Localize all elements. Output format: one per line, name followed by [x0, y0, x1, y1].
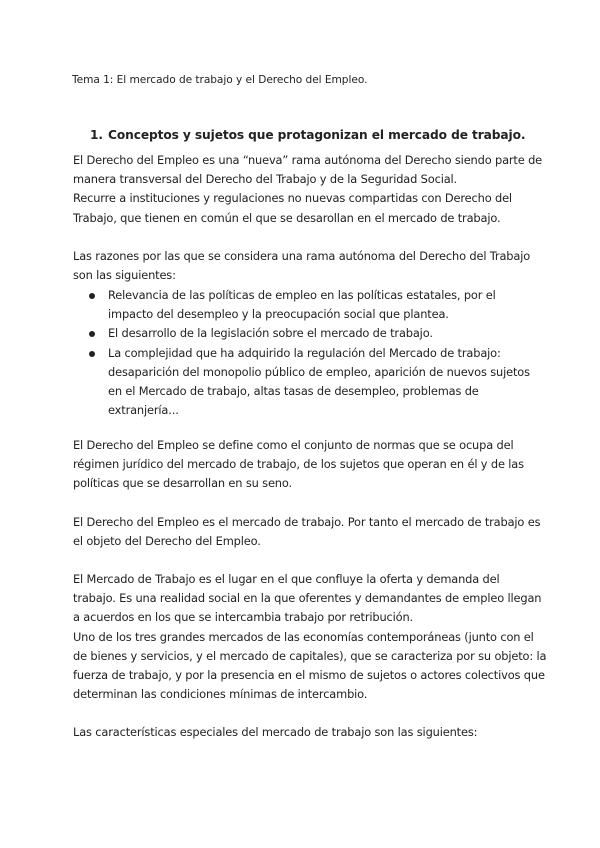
- paragraph-line: el objeto del Derecho del Empleo.: [73, 534, 261, 549]
- paragraph-line: Uno de los tres grandes mercados de las economías contemporáneas (junto con el: [73, 629, 534, 644]
- section-heading: [90, 127, 525, 143]
- list-item-line: en el Mercado de trabajo, altas tasas de desempleo, problemas de: [108, 384, 479, 399]
- paragraph-line: trabajo. Es una realidad social en la que oferentes y demandantes de empleo llegan: [73, 591, 542, 606]
- paragraph-line: de bienes y servicios, y el mercado de capitales), que se caracteriza por su objeto: la: [73, 648, 547, 663]
- paragraph-line: El Derecho del Empleo es una “nueva” rama autónoma del Derecho siendo parte de: [73, 153, 543, 167]
- list-item-line: extranjería...: [108, 403, 179, 418]
- paragraph-reasons: [73, 247, 533, 285]
- paragraph-line: son las siguientes:: [73, 268, 176, 283]
- section-number: 1.: [90, 128, 103, 142]
- paragraph-line: políticas que se desarrollan en su seno.: [73, 476, 292, 491]
- paragraph-characteristics: [73, 723, 533, 742]
- list-item-line: desaparición del monopolio público de empleo, aparición de nuevos sujetos: [108, 364, 530, 379]
- list-item: [73, 324, 543, 343]
- paragraph-line: Las razones por las que se considera una rama autónoma del Derecho del Trabajo: [73, 249, 531, 263]
- list-item: [73, 286, 543, 324]
- paragraph-intro: [73, 151, 543, 228]
- paragraph-line: Las características especiales del mercado de trabajo son las siguientes:: [73, 725, 478, 739]
- list-item-line: El desarrollo de la legislación sobre el mercado de trabajo.: [108, 326, 433, 341]
- paragraph-line: fuerza de trabajo, y por la presencia en el mismo de sujetos o actores colectivos que: [73, 668, 545, 683]
- paragraph-line: determinan las condiciones mínimas de intercambio.: [73, 687, 368, 702]
- list-item-line: Relevancia de las políticas de empleo en las políticas estatales, por el: [108, 288, 496, 302]
- paragraph-line: manera transversal del Derecho del Trabajo y de la Seguridad Social.: [73, 172, 458, 187]
- paragraph-definition: [73, 436, 533, 494]
- paragraph-line: a acuerdos en los que se intercambia trabajo por retribución.: [73, 610, 413, 625]
- reasons-list: [73, 286, 543, 420]
- document-title: Tema 1: El mercado de trabajo y el Derecho del Empleo.: [72, 74, 368, 86]
- paragraph-line: régimen jurídico del mercado de trabajo, de los sujetos que operan en él y de las: [73, 457, 524, 472]
- paragraph-line: El Derecho del Empleo es el mercado de trabajo. Por tanto el mercado de trabajo es: [73, 515, 541, 529]
- bullet-icon: [89, 293, 95, 299]
- paragraph-object: [73, 513, 541, 551]
- list-item-line: impacto del desempleo y la preocupación social que plantea.: [108, 307, 449, 322]
- bullet-icon: [89, 351, 95, 357]
- paragraph-labor-market: [73, 570, 547, 704]
- paragraph-line: El Derecho del Empleo se define como el conjunto de normas que se ocupa del: [73, 438, 514, 452]
- paragraph-line: El Mercado de Trabajo es el lugar en el que confluye la oferta y demanda del: [73, 572, 500, 586]
- paragraph-line: Recurre a instituciones y regulaciones no nuevas compartidas con Derecho del: [73, 191, 512, 206]
- section-title: Conceptos y sujetos que protagonizan el mercado de trabajo.: [108, 128, 526, 142]
- paragraph-line: Trabajo, que tienen en común el que se desarollan en el mercado de trabajo.: [73, 210, 501, 225]
- list-item: [73, 344, 543, 421]
- bullet-icon: [89, 331, 95, 337]
- list-item-line: La complejidad que ha adquirido la regulación del Mercado de trabajo:: [108, 345, 501, 360]
